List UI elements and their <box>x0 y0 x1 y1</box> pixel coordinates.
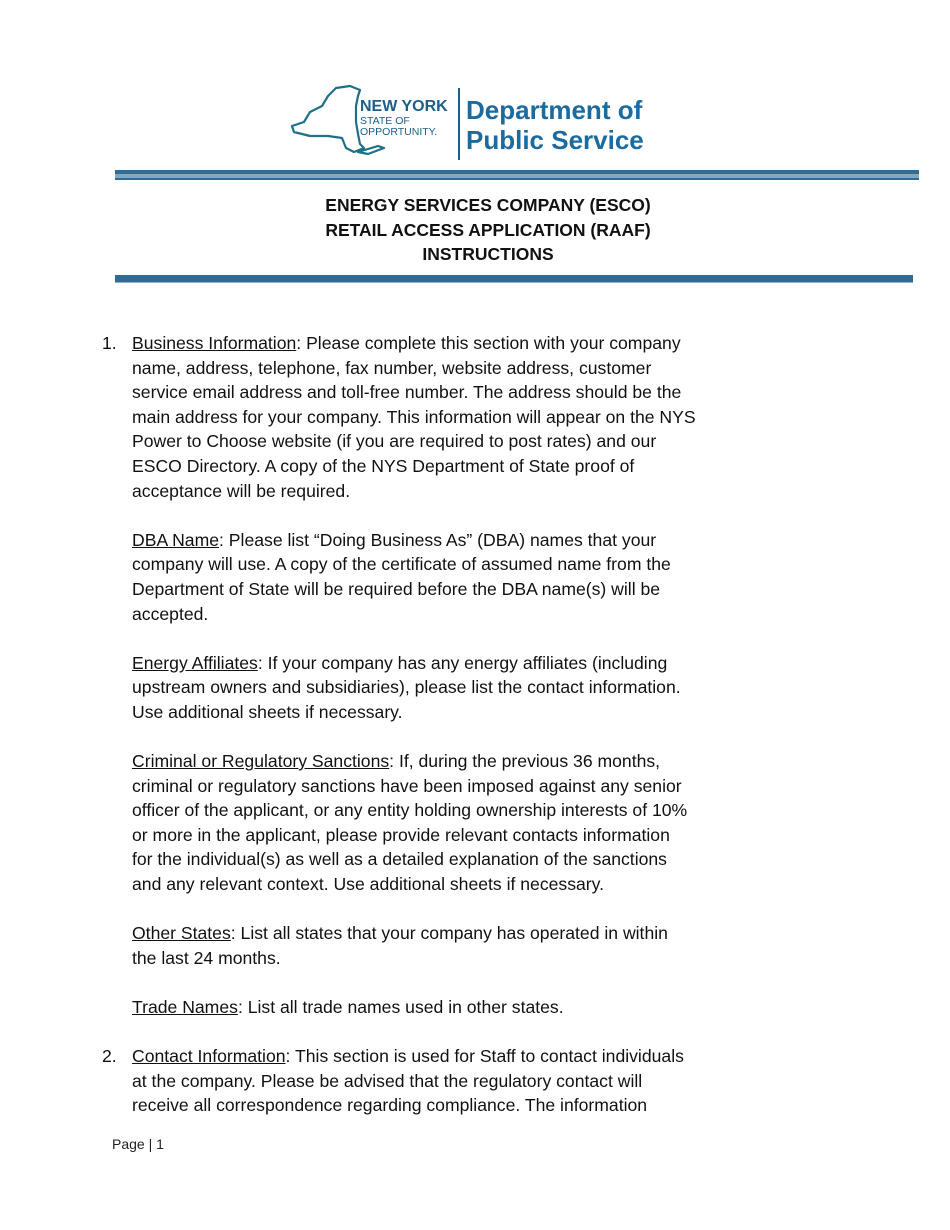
section-label: Criminal or Regulatory Sanctions <box>132 751 390 772</box>
paragraph-line: accepted. <box>132 603 209 624</box>
instruction-paragraph <box>132 995 752 1020</box>
logo-dept-line2: Public Service <box>466 125 644 155</box>
section-label: Energy Affiliates <box>132 652 258 673</box>
instructions-list <box>102 331 752 1143</box>
paragraph-line: company will use. A copy of the certificate of assumed name from the <box>132 554 671 575</box>
title-line: RETAIL ACCESS APPLICATION (RAAF) <box>325 219 651 240</box>
section-label: DBA Name <box>132 529 220 550</box>
paragraph-first-line <box>132 749 752 774</box>
paragraph-first-line <box>132 1044 752 1069</box>
paragraph-text: : If, during the previous 36 months, <box>389 751 661 772</box>
logo-state-line1: NEW YORK <box>360 98 448 115</box>
page-number: Page | 1 <box>112 1136 164 1152</box>
paragraph-text: : If your company has any energy affiliates (including <box>257 652 668 673</box>
paragraph-line: acceptance will be required. <box>132 480 351 501</box>
paragraph-text: : List all trade names used in other states. <box>237 997 564 1018</box>
section-label: Business Information <box>132 333 297 353</box>
paragraph-line: and any relevant context. Use additional sheets if necessary. <box>132 874 605 895</box>
paragraph-line: service email address and toll-free number. The address should be the <box>132 382 682 403</box>
paragraph-text: : List all states that your company has operated in within <box>230 923 668 944</box>
paragraph-line: Use additional sheets if necessary. <box>132 701 403 722</box>
paragraph-first-line <box>132 995 752 1020</box>
paragraph-line: for the individual(s) as well as a detailed explanation of the sanctions <box>132 849 667 870</box>
header-rule-bottom <box>115 275 913 283</box>
title-line: INSTRUCTIONS <box>422 244 554 264</box>
paragraph-first-line <box>132 528 752 553</box>
list-item <box>102 331 752 1020</box>
nys-dps-logo <box>288 82 668 164</box>
paragraph-line: upstream owners and subsidiaries), please list the contact information. <box>132 677 681 698</box>
paragraph-text: : Please complete this section with your company <box>296 333 681 353</box>
paragraph-line: criminal or regulatory sanctions have been imposed against any senior <box>132 775 682 796</box>
instruction-paragraph <box>132 651 752 725</box>
title-line: ENERGY SERVICES COMPANY (ESCO) <box>325 195 651 215</box>
list-item-number: 1. <box>102 333 117 353</box>
instruction-paragraph <box>132 1044 752 1118</box>
paragraph-line: at the company. Please be advised that the regulatory contact will <box>132 1070 643 1091</box>
logo-state-line3: OPPORTUNITY. <box>360 126 438 138</box>
instruction-paragraph <box>132 331 752 503</box>
section-label: Trade Names <box>132 997 238 1018</box>
paragraph-line: Power to Choose website (if you are required to post rates) and our <box>132 431 657 452</box>
section-label: Other States <box>132 923 231 944</box>
paragraph-line: main address for your company. This information will appear on the NYS <box>132 406 696 427</box>
paragraph-first-line <box>132 921 752 946</box>
header-rule-top <box>115 170 919 180</box>
instruction-paragraph <box>132 921 752 970</box>
paragraph-line: name, address, telephone, fax number, website address, customer <box>132 357 652 378</box>
paragraph-first-line <box>132 651 752 676</box>
paragraph-line: Department of State will be required before the DBA name(s) will be <box>132 578 661 599</box>
list-item <box>102 1044 752 1118</box>
paragraph-first-line <box>132 331 752 356</box>
logo-state-line2: STATE OF <box>360 115 410 127</box>
list-item-number: 2. <box>102 1046 117 1067</box>
paragraph-text: : This section is used for Staff to contact individuals <box>285 1046 684 1067</box>
paragraph-line: ESCO Directory. A copy of the NYS Department of State proof of <box>132 455 635 476</box>
paragraph-text: : Please list “Doing Business As” (DBA) names that your <box>219 529 657 550</box>
section-label: Contact Information <box>132 1046 286 1067</box>
paragraph-line: or more in the applicant, please provide relevant contacts information <box>132 824 670 845</box>
instruction-paragraph <box>132 749 752 897</box>
paragraph-line: officer of the applicant, or any entity holding ownership interests of 10% <box>132 800 688 821</box>
logo-dept-line1: Department of <box>466 95 643 125</box>
paragraph-line: the last 24 months. <box>132 947 281 968</box>
document-title <box>115 193 861 267</box>
instruction-paragraph <box>132 528 752 626</box>
paragraph-line: receive all correspondence regarding compliance. The information <box>132 1095 648 1116</box>
logo-divider <box>458 88 460 160</box>
